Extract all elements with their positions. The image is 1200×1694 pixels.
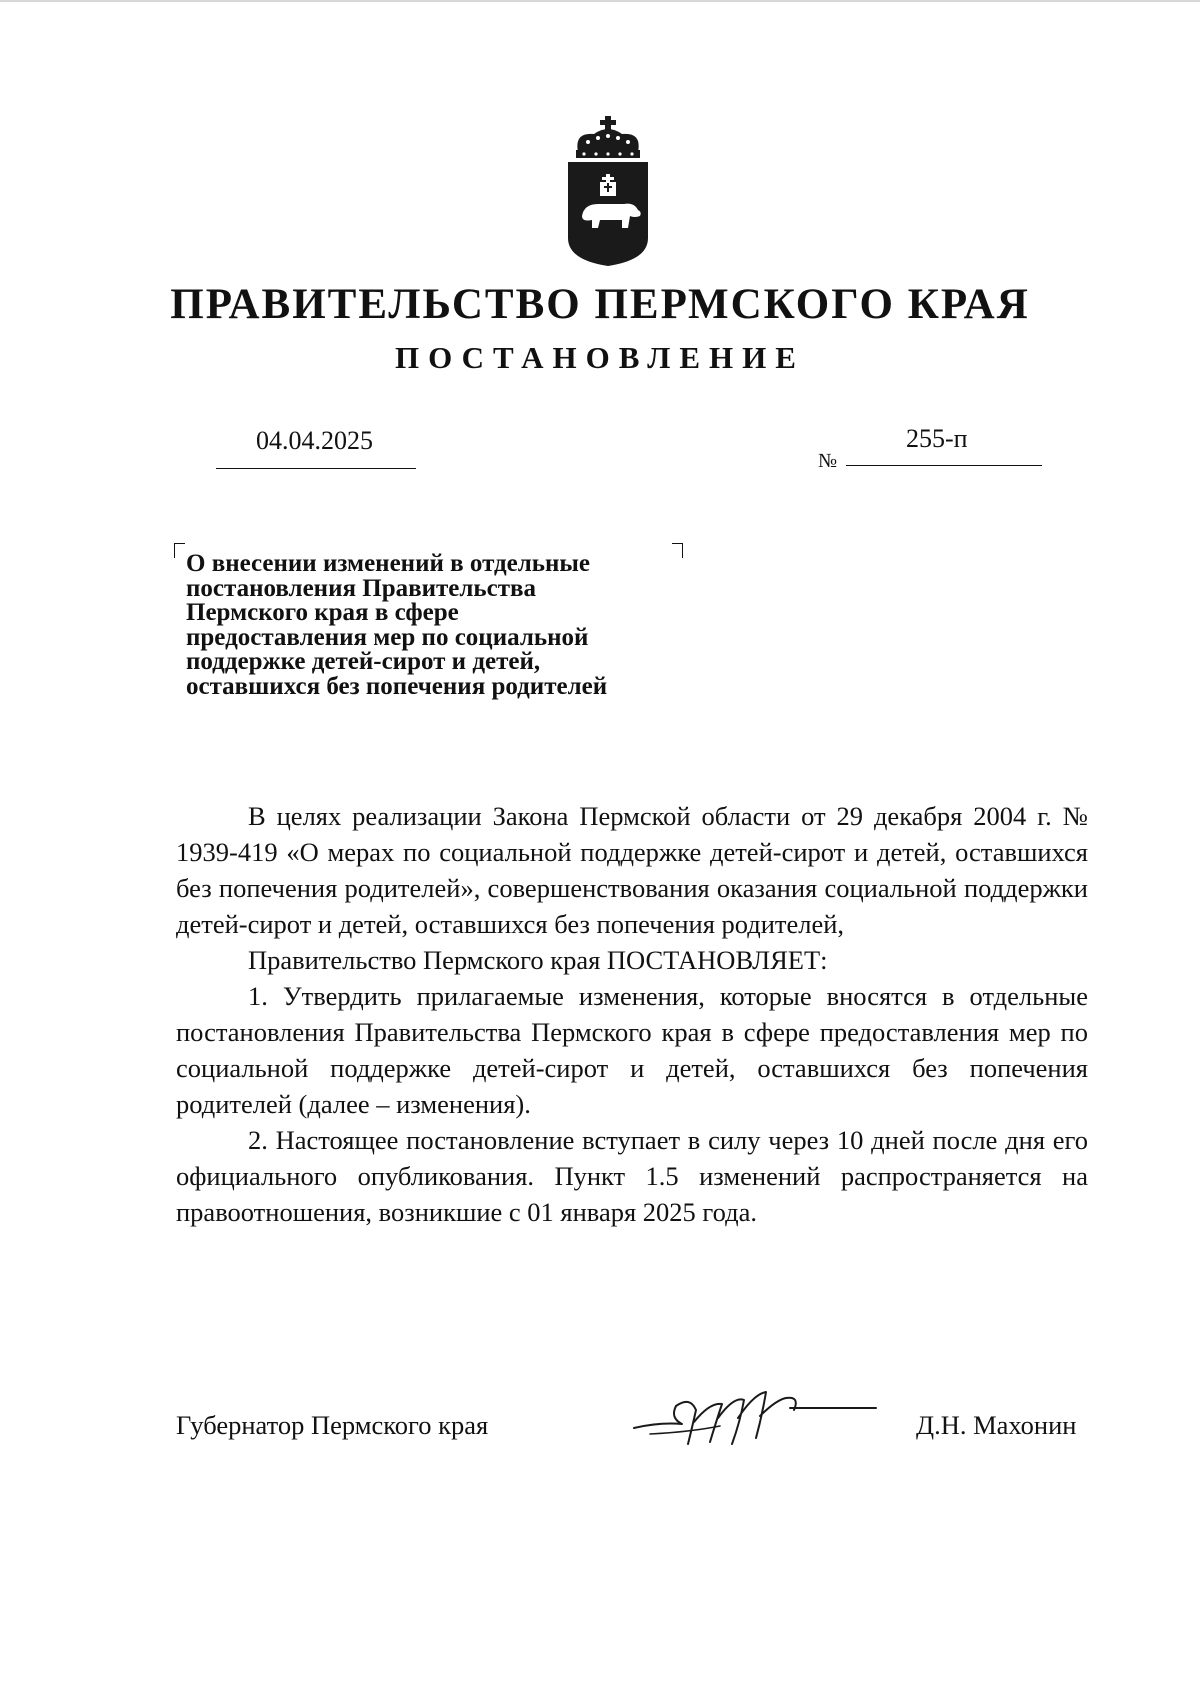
subject-line: оставшихся без попечения родителей [186,672,608,700]
number-underline [846,465,1042,466]
number-sign: № [818,450,838,472]
perm-krai-coat-of-arms-icon [564,116,652,268]
scan-edge-line [0,0,1200,2]
clause-2-paragraph: 2. Настоящее постановление вступает в силу через 10 дней после дня его официального опубликования. Пункт 1.5 изменений распространяется на правоотношения, возникшие с 01 января 2025 года. [176,1125,1088,1227]
organization-title: ПРАВИТЕЛЬСТВО ПЕРМСКОГО КРАЯ [170,281,1030,328]
handwritten-signature-icon [630,1382,880,1452]
document-body [176,798,1088,1230]
preamble-paragraph: В целях реализации Закона Пермской области от 29 декабря 2004 г. № 1939-419 «О мерах по социальной поддержке детей-сирот и детей, оставшихся без попечения родителей», совершенствования оказания социальной поддержки детей-сирот и детей, оставшихся без попечения родителей, [176,801,1088,939]
document-date: 04.04.2025 [256,426,373,455]
subject-line: поддержке детей-сирот и детей, [186,648,541,675]
subject-line: О внесении изменений в отдельные [186,550,591,577]
signatory-position: Губернатор Пермского края [176,1410,489,1440]
clause-1-paragraph: 1. Утвердить прилагаемые изменения, которые вносятся в отдельные постановления Правительства Пермского края в сфере предоставления мер по социальной поддержке детей-сирот и детей, оставшихся без попечения родителей (далее – изменения). [176,981,1088,1119]
resolution-paragraph: Правительство Пермского края ПОСТАНОВЛЯЕТ: [248,945,828,975]
document-type-heading: ПОСТАНОВЛЕНИЕ [395,340,805,375]
date-underline [216,468,416,469]
subject-corner-left [174,543,185,558]
subject-line: предоставления мер по социальной [186,623,589,651]
subject-line: постановления Правительства [186,574,536,602]
signatory-name: Д.Н. Махонин [916,1410,1077,1440]
subject-line: Пермского края в сфере [186,599,459,626]
document-number: 255-п [906,424,968,453]
document-subject [186,552,686,699]
